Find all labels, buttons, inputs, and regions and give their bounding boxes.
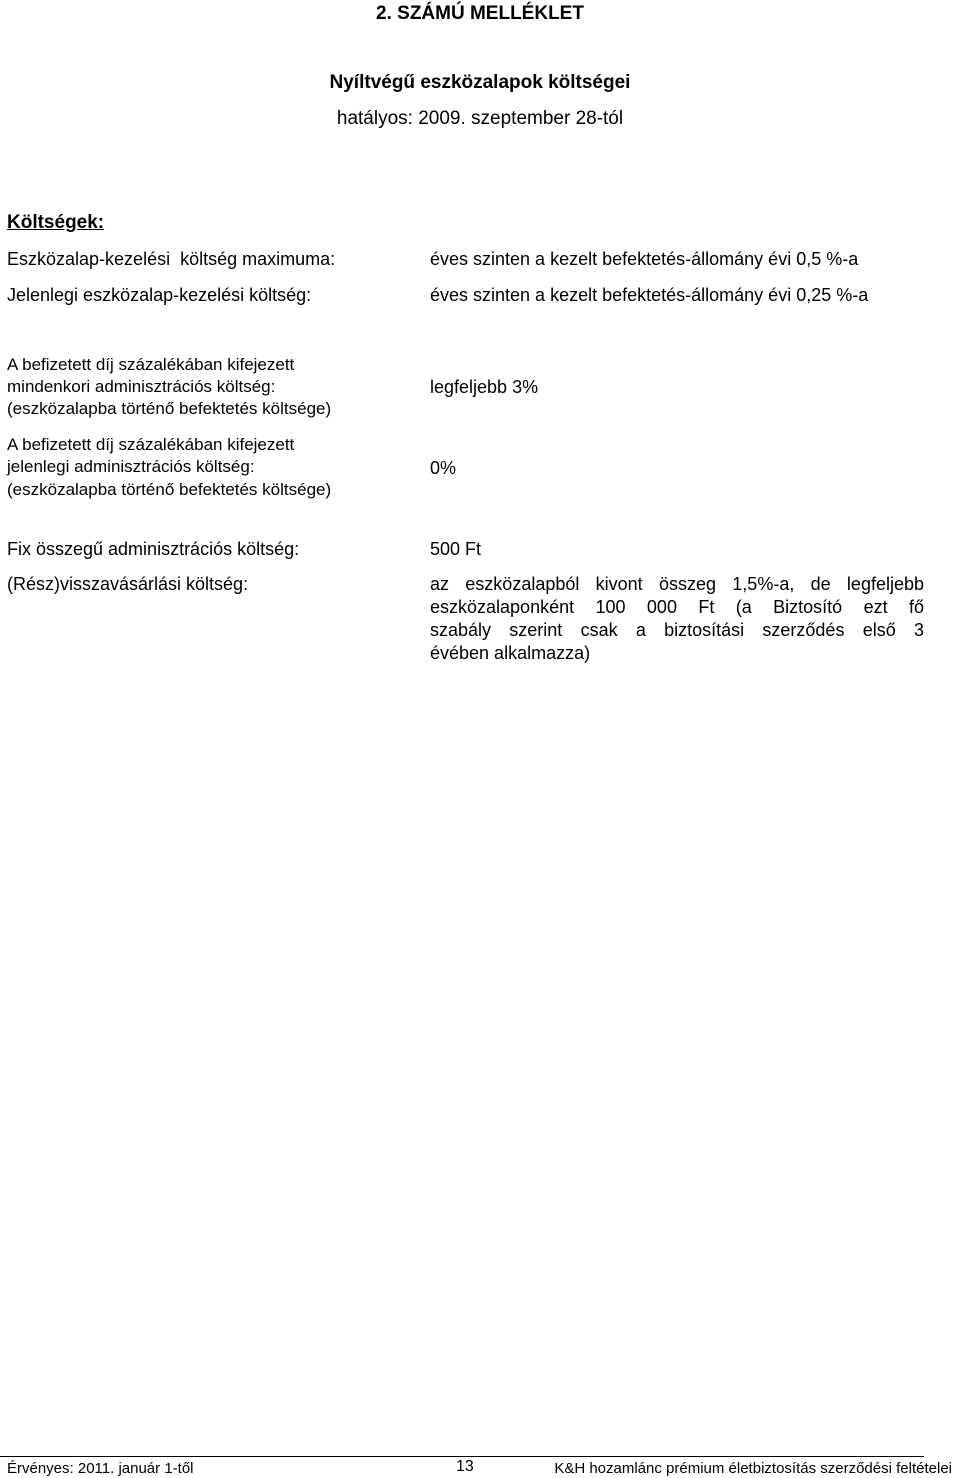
- footer-document-name: K&H hozamlánc prémium életbiztosítás szerződési feltételei: [554, 1460, 952, 1477]
- redemption-fee-description: [430, 573, 924, 665]
- effective-date: hatályos: 2009. szeptember 28-tól: [336, 108, 624, 129]
- document-title: Nyíltvégű eszközalapok költségei: [329, 72, 631, 93]
- max-admin-fee-label-line-3: (eszközalapba történő befektetés költsége): [7, 399, 332, 418]
- annex-title: 2. SZÁMÚ MELLÉKLET: [376, 3, 584, 24]
- redemption-fee-line-1: az eszközalapból kivont összeg 1,5%-a, de legfeljebb: [430, 574, 924, 594]
- current-admin-fee-label-line-2: jelenlegi adminisztrációs költség:: [7, 457, 255, 476]
- max-admin-fee-label-line-2: mindenkori adminisztrációs költség:: [7, 377, 276, 396]
- max-admin-fee-label-line-1: A befizetett díj százalékában kifejezett: [7, 355, 295, 374]
- redemption-fee-label: (Rész)visszavásárlási költség:: [7, 574, 249, 594]
- redemption-fee-line-4: évében alkalmazza): [430, 643, 591, 663]
- current-management-fee-value: éves szinten a kezelt befektetés-állomány évi 0,25 %-a: [430, 285, 869, 305]
- max-admin-fee-value: legfeljebb 3%: [430, 377, 539, 397]
- max-management-fee-value: éves szinten a kezelt befektetés-állomány évi 0,5 %-a: [430, 249, 859, 269]
- redemption-fee-line-2: eszközalaponként 100 000 Ft (a Biztosító ezt fő: [430, 597, 924, 617]
- fixed-admin-fee-label: Fix összegű adminisztrációs költség:: [7, 539, 300, 559]
- current-admin-fee-label-line-1: A befizetett díj százalékában kifejezett: [7, 435, 295, 454]
- footer-valid-from: Érvényes: 2011. január 1-től: [7, 1460, 194, 1477]
- footer-page-number: 13: [456, 1458, 474, 1475]
- costs-heading: Költségek:: [7, 212, 105, 233]
- current-admin-fee-value: 0%: [430, 458, 457, 478]
- redemption-fee-line-3: szabály szerint csak a biztosítási szerződés első 3: [430, 620, 924, 640]
- current-admin-fee-label-line-3: (eszközalapba történő befektetés költsége): [7, 480, 332, 499]
- max-management-fee-label: Eszközalap-kezelési költség maximuma:: [7, 249, 336, 269]
- fixed-admin-fee-value: 500 Ft: [430, 539, 482, 559]
- current-management-fee-label: Jelenlegi eszközalap-kezelési költség:: [7, 285, 312, 305]
